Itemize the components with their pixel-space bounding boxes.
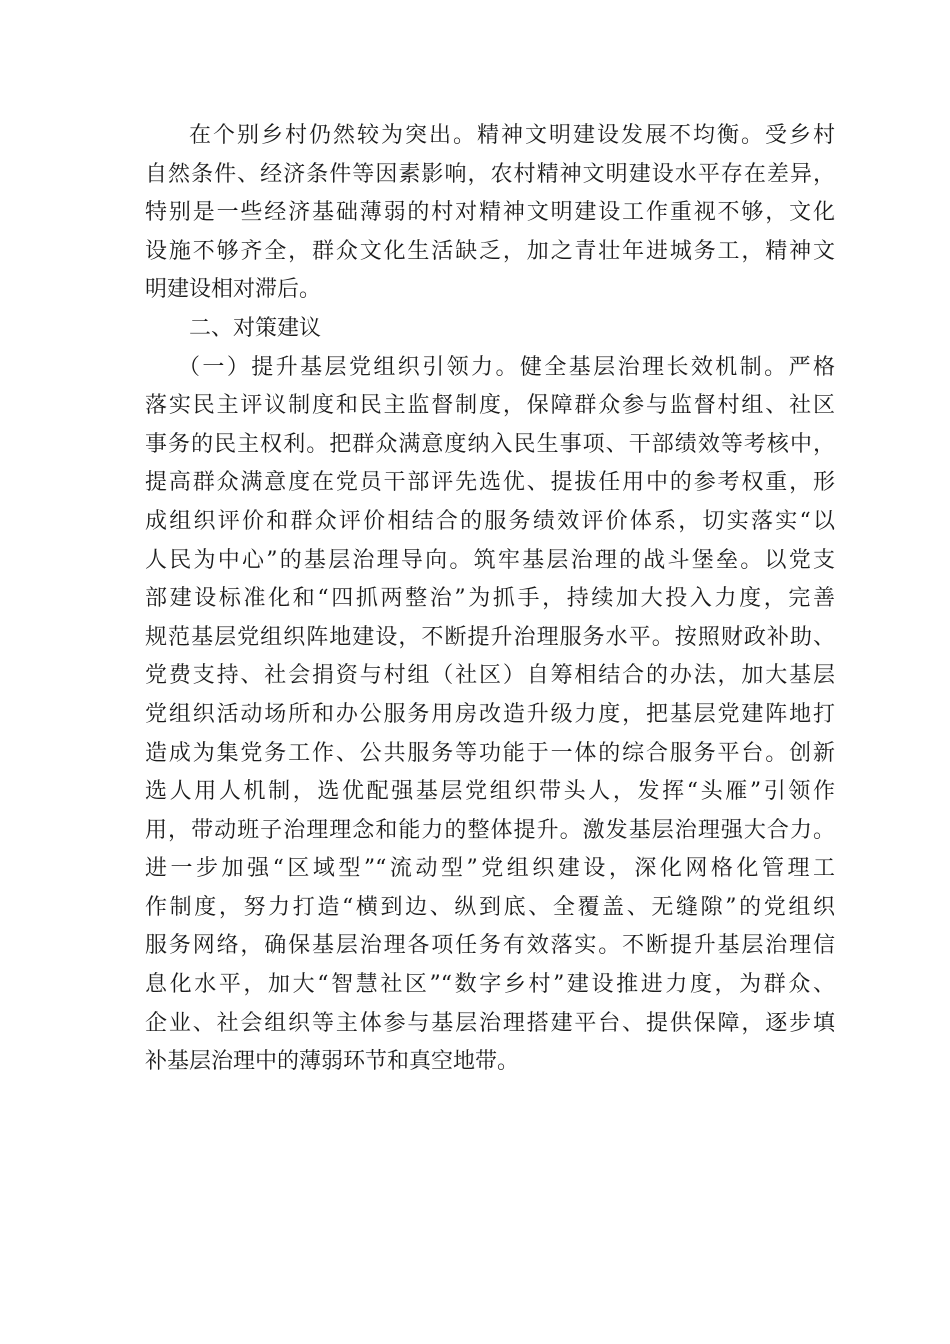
text-line: 息化水平，加大“智慧社区”“数字乡村”建设推进力度，为群众、 [145, 972, 835, 998]
text-line: 用，带动班子治理理念和能力的整体提升。激发基层治理强大合力。 [145, 817, 835, 843]
text-line: 落实民主评议制度和民主监督制度，保障群众参与监督村组、社区 [145, 393, 835, 419]
text-line: 补基层治理中的薄弱环节和真空地带。 [145, 1049, 520, 1075]
text-line: 设施不够齐全，群众文化生活缺乏，加之青壮年进城务工，精神文 [145, 238, 835, 264]
text-line: 提高群众满意度在党员干部评先选优、提拔任用中的参考权重，形 [145, 470, 835, 496]
text-line: 规范基层党组织阵地建设，不断提升治理服务水平。按照财政补助、 [145, 624, 835, 650]
text-line: 选人用人机制，选优配强基层党组织带头人，发挥“头雁”引领作 [145, 779, 835, 805]
text-line: 人民为中心”的基层治理导向。筑牢基层治理的战斗堡垒。以党支 [145, 547, 835, 573]
text-line: 自然条件、经济条件等因素影响，农村精神文明建设水平存在差异， [145, 161, 835, 187]
text-line: 成组织评价和群众评价相结合的服务绩效评价体系，切实落实“以 [145, 508, 835, 534]
text-line: 作制度，努力打造“横到边、纵到底、全覆盖、无缝隙”的党组织 [145, 894, 835, 920]
text-line: （一）提升基层党组织引领力。健全基层治理长效机制。严格 [178, 354, 835, 380]
text-line: 造成为集党务工作、公共服务等功能于一体的综合服务平台。创新 [145, 740, 835, 766]
text-line: 在个别乡村仍然较为突出。精神文明建设发展不均衡。受乡村 [189, 123, 835, 148]
text-line: 明建设相对滞后。 [145, 277, 322, 303]
text-line: 特别是一些经济基础薄弱的村对精神文明建设工作重视不够，文化 [145, 200, 835, 226]
document-body [145, 117, 835, 1082]
text-line: 部建设标准化和“四抓两整治”为抓手，持续加大投入力度，完善 [145, 586, 835, 612]
text-line: 进一步加强“区域型”“流动型”党组织建设，深化网格化管理工 [145, 856, 835, 882]
text-line: 事务的民主权利。把群众满意度纳入民生事项、干部绩效等考核中， [145, 431, 835, 457]
text-line: 企业、社会组织等主体参与基层治理搭建平台、提供保障，逐步填 [145, 1010, 835, 1036]
text-line: 二、对策建议 [189, 315, 322, 341]
text-line: 服务网络，确保基层治理各项任务有效落实。不断提升基层治理信 [145, 933, 835, 959]
text-line: 党费支持、社会捐资与村组（社区）自筹相结合的办法，加大基层 [145, 663, 835, 689]
text-line: 党组织活动场所和办公服务用房改造升级力度，把基层党建阵地打 [145, 701, 835, 727]
